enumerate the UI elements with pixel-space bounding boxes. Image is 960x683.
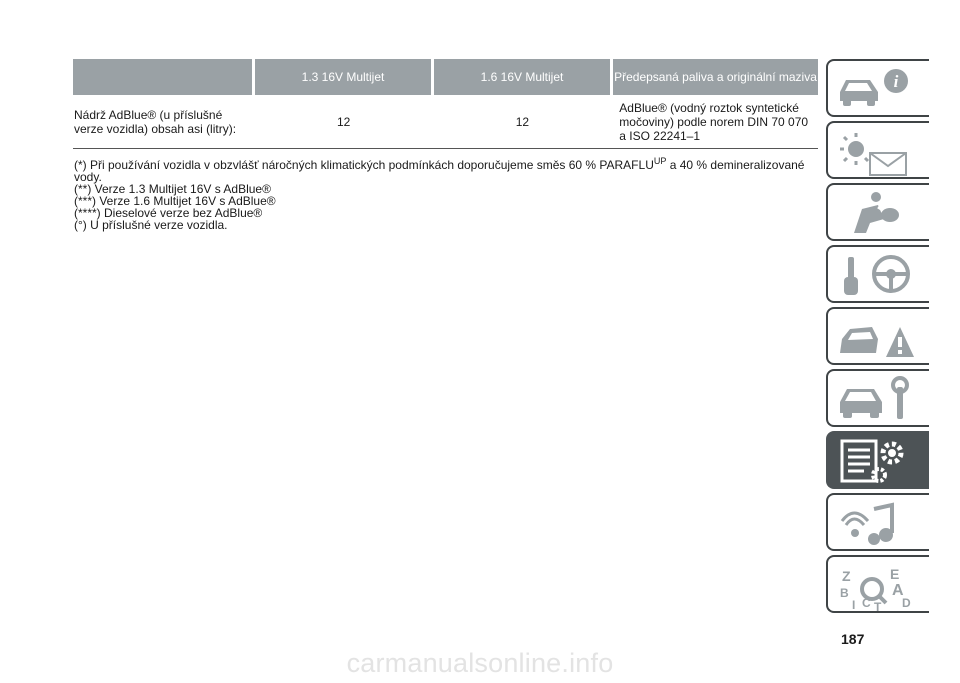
tab-safety[interactable] bbox=[826, 183, 929, 241]
svg-text:I: I bbox=[852, 598, 856, 611]
index-letters-icon bbox=[834, 561, 926, 611]
header-cell-1-3-multijet: 1.3 16V Multijet bbox=[255, 59, 431, 95]
tab-multimedia[interactable] bbox=[826, 493, 929, 551]
car-info-icon bbox=[834, 65, 926, 115]
svg-text:Z: Z bbox=[842, 568, 851, 584]
footnotes bbox=[74, 155, 814, 231]
specs-gears-icon bbox=[834, 437, 926, 487]
fluid-spec: AdBlue® (vodný roztok syntetické močoviny) podle norem DIN 70 070 a ISO 22241–1 bbox=[619, 100, 809, 143]
svg-text:A: A bbox=[892, 582, 904, 599]
tab-warning-lights[interactable] bbox=[826, 121, 929, 179]
svg-text:i: i bbox=[893, 72, 899, 91]
multimedia-note-icon bbox=[834, 499, 926, 549]
svg-text:T: T bbox=[874, 600, 882, 611]
table-row bbox=[73, 95, 818, 149]
car-emergency-icon bbox=[834, 313, 926, 363]
footnote-1-text: (*) Při používání vozidla v obzvlášť náročných klimatických podmínkách doporučujeme směs 60 % PARAFLU bbox=[74, 158, 654, 172]
row-label: Nádrž AdBlue® (u příslušné verze vozidla) obsah asi (litry): bbox=[74, 107, 237, 136]
tab-starting-driving[interactable] bbox=[826, 245, 929, 303]
warning-lights-message-icon bbox=[834, 127, 926, 177]
value-1-3: 12 bbox=[336, 114, 351, 129]
footnote-3: (***) Verze 1.6 Multijet 16V s AdBlue® bbox=[74, 194, 276, 208]
tab-index[interactable] bbox=[826, 555, 929, 613]
tab-car-info[interactable] bbox=[826, 59, 929, 117]
footnote-4: (****) Dieselové verze bez AdBlue® bbox=[74, 206, 263, 220]
car-wrench-icon bbox=[834, 375, 926, 425]
svg-text:C: C bbox=[862, 596, 871, 610]
svg-text:B: B bbox=[840, 586, 849, 600]
header-cell-1-6-multijet: 1.6 16V Multijet bbox=[434, 59, 610, 95]
header-cell-fluids: Předepsaná paliva a originální maziva bbox=[613, 59, 818, 95]
footnote-1-text-end: a 40 % demineralizované vody. bbox=[74, 158, 805, 184]
svg-text:E: E bbox=[890, 566, 900, 582]
footnote-1-superscript: UP bbox=[653, 156, 667, 166]
header-cell-blank bbox=[73, 59, 252, 95]
tab-technical-data[interactable] bbox=[826, 431, 929, 489]
tab-maintenance[interactable] bbox=[826, 369, 929, 427]
page-number: 187 bbox=[841, 631, 865, 647]
fuel-fluids-table bbox=[73, 59, 818, 149]
value-1-6: 12 bbox=[515, 114, 530, 129]
table-header bbox=[73, 59, 818, 95]
key-steering-wheel-icon bbox=[834, 251, 926, 301]
airbag-seat-icon bbox=[834, 189, 926, 239]
tab-emergency[interactable] bbox=[826, 307, 929, 365]
footnote-2: (**) Verze 1.3 Multijet 16V s AdBlue® bbox=[74, 182, 271, 196]
watermark: carmanualsonline.info bbox=[346, 648, 614, 678]
footnote-5: (°) U příslušné verze vozidla. bbox=[74, 218, 228, 232]
footnote-1 bbox=[74, 155, 814, 183]
svg-text:D: D bbox=[902, 596, 911, 610]
